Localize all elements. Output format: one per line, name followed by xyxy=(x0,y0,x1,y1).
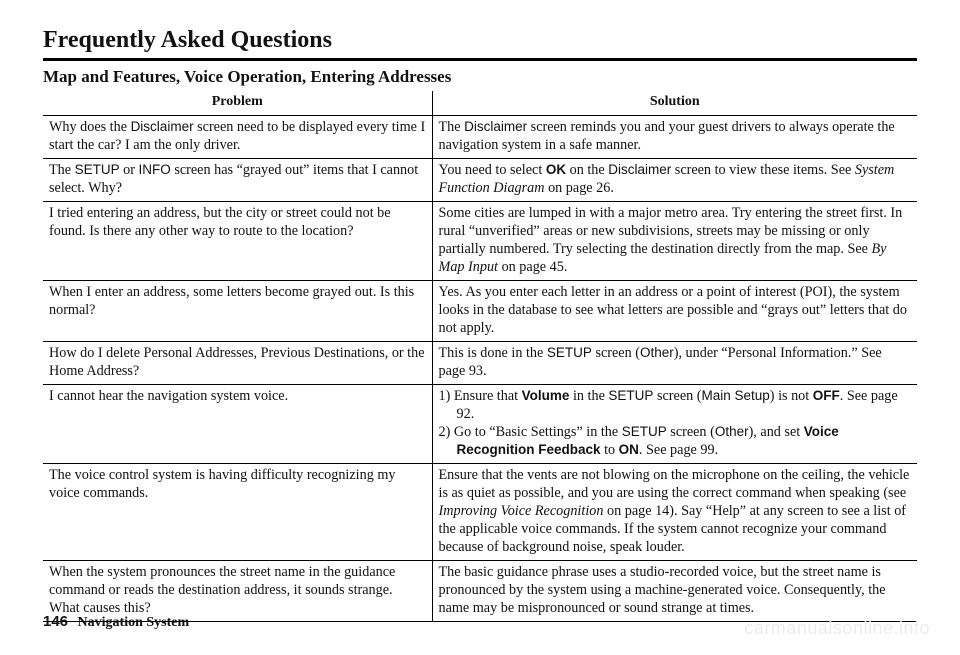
text-run: I tried entering an address, but the city or street could not be found. Is there any other way to route to the location? xyxy=(49,205,391,239)
text-run: When I enter an address, some letters become grayed out. Is this normal? xyxy=(49,284,415,318)
page-footer xyxy=(43,612,189,633)
text-run: screen ( xyxy=(653,388,702,404)
solution-cell xyxy=(432,464,917,561)
problem-cell xyxy=(43,464,432,561)
text-run: The xyxy=(49,162,75,178)
solution-cell xyxy=(432,342,917,385)
text-run: on the xyxy=(566,162,609,178)
solution-cell xyxy=(432,281,917,342)
page-title: Frequently Asked Questions xyxy=(43,27,332,53)
text-run: Yes. As you enter each letter in an address or a point of interest (POI), the system looks in the database to see what letters are possible and “grays out” letters that do not apply. xyxy=(438,284,907,336)
ui-term: INFO xyxy=(138,162,171,177)
text-run: The basic guidance phrase uses a studio-recorded voice, but the street name is pronounced by the system using a machine-generated voice. Consequently, the name may be mispronounced or sound strange at times. xyxy=(438,564,886,616)
ui-term: Disclaimer xyxy=(464,119,528,134)
table-row xyxy=(43,159,917,202)
table-row xyxy=(43,385,917,464)
text-run: screen ( xyxy=(666,424,715,440)
ui-term: Disclaimer xyxy=(130,119,194,134)
text-run: screen need to be displayed every time I start the car? I am the only driver. xyxy=(49,119,426,153)
text-run: Ensure that the vents are not blowing on the microphone on the ceiling, the vehicle is as quiet as possible, and you are using the correct command when speaking (see xyxy=(438,467,910,501)
text-run: . See page 99. xyxy=(638,442,719,458)
text-run: I cannot hear the navigation system voice. xyxy=(49,388,289,404)
text-run: Why does the xyxy=(49,119,131,135)
ui-term: SETUP xyxy=(608,388,654,403)
text-run: You need to select xyxy=(438,162,546,178)
watermark: carmanualsonline.info xyxy=(744,618,930,638)
ui-term: OFF xyxy=(812,388,840,403)
text-run: When the system pronounces the street name in the guidance command or reads the destination address, it sounds strange. What causes this? xyxy=(49,564,396,616)
text-run: 2) Go to “Basic Settings” in the xyxy=(438,424,622,440)
ui-term: Other xyxy=(714,424,749,439)
text-run: ), under “Personal Information.” See page 93. xyxy=(438,345,882,379)
text-run: on page 26. xyxy=(544,180,614,196)
table-row xyxy=(43,116,917,159)
problem-cell xyxy=(43,281,432,342)
page-number: 146 xyxy=(43,613,69,630)
problem-cell xyxy=(43,385,432,464)
ui-term: Disclaimer xyxy=(608,162,672,177)
ui-term: Volume xyxy=(521,388,570,403)
text-run: on page 14). Say “Help” at any screen to see a list of the applicable voice commands. If the system cannot recognize your command because of background noise, speak louder. xyxy=(438,503,907,555)
text-run: screen ( xyxy=(591,345,640,361)
solution-cell xyxy=(432,385,917,464)
table-header-row xyxy=(43,91,917,116)
text-run: in the xyxy=(569,388,609,404)
text-run: on page 45. xyxy=(498,259,568,275)
text-run: screen reminds you and your guest drivers to always operate the navigation system in a safe manner. xyxy=(438,119,895,153)
table-row xyxy=(43,464,917,561)
footer-label: Navigation System xyxy=(77,615,190,630)
text-run: This is done in the xyxy=(438,345,547,361)
table-row xyxy=(43,202,917,281)
faq-table-body xyxy=(43,116,917,622)
solution-cell xyxy=(432,116,917,159)
text-run: . See page 92. xyxy=(456,388,898,422)
section-title: Map and Features, Voice Operation, Entering Addresses xyxy=(43,67,452,86)
cross-reference: Improving Voice Recognition xyxy=(438,503,604,519)
problem-cell xyxy=(43,116,432,159)
ui-term: ON xyxy=(618,442,639,457)
title-rule xyxy=(43,58,917,61)
table-row xyxy=(43,281,917,342)
ui-term: Other xyxy=(639,345,674,360)
text-run: How do I delete Personal Addresses, Previous Destinations, or the Home Address? xyxy=(49,345,425,379)
ui-term: Voice Recognition Feedback xyxy=(456,424,839,457)
faq-table xyxy=(43,91,917,622)
problem-cell xyxy=(43,159,432,202)
cross-reference: By Map Input xyxy=(438,241,887,275)
problem-cell xyxy=(43,202,432,281)
text-run: to xyxy=(600,442,619,458)
text-run: ) is not xyxy=(769,388,813,404)
text-run: ), and set xyxy=(748,424,804,440)
solution-step xyxy=(439,387,912,423)
problem-cell xyxy=(43,342,432,385)
solution-cell xyxy=(432,561,917,622)
ui-term: SETUP xyxy=(621,424,667,439)
ui-term: SETUP xyxy=(74,162,120,177)
ui-term: Main Setup xyxy=(701,388,770,403)
solution-cell xyxy=(432,202,917,281)
text-run: or xyxy=(119,162,139,178)
text-run: 1) Ensure that xyxy=(438,388,522,404)
text-run: screen to view these items. See xyxy=(671,162,855,178)
text-run: The xyxy=(438,119,465,135)
text-run: Some cities are lumped in with a major metro area. Try entering the street first. In rural “unverified” areas or new subdivisions, streets may be missing or only partially numbered. Try selecting the destination directly from the map. See xyxy=(438,205,903,257)
text-run: screen has “grayed out” items that I cannot select. Why? xyxy=(49,162,419,196)
solution-cell xyxy=(432,159,917,202)
text-run: The voice control system is having difficulty recognizing my voice commands. xyxy=(49,467,396,501)
solution-step xyxy=(439,423,912,459)
ui-term: SETUP xyxy=(546,345,592,360)
cross-reference: System Function Diagram xyxy=(438,162,895,196)
solution-column-header: Solution xyxy=(432,91,917,116)
ui-term: OK xyxy=(545,162,567,177)
problem-column-header: Problem xyxy=(211,94,263,109)
table-row xyxy=(43,342,917,385)
